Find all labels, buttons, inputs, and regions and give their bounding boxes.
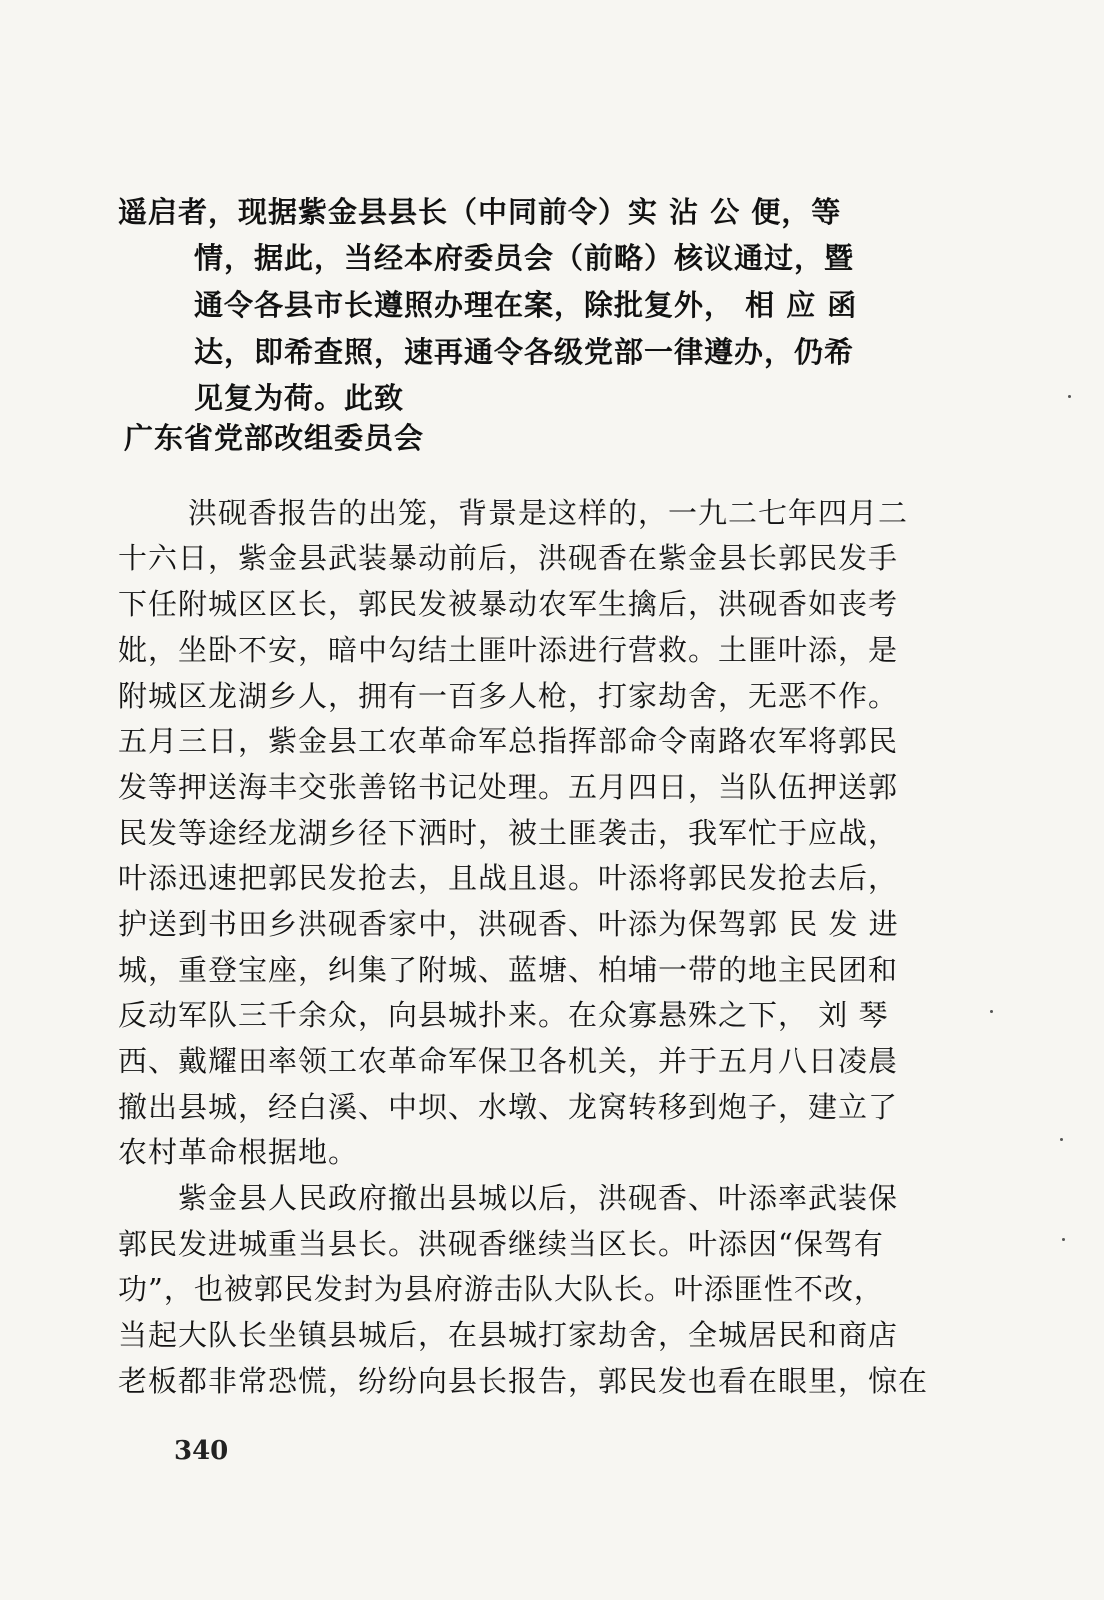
letter-line: 见复为荷。此致 [194,381,405,415]
body-line: 老板都非常恐慌，纷纷向县长报告，郭民发也看在眼里，惊在 [118,1364,929,1398]
body-line: 妣，坐卧不安，暗中勾结土匪叶添进行营救。土匪叶添，是 [118,633,899,667]
scan-speck [1060,1138,1063,1141]
body-line: 发等押送海丰交张善铭书记处理。五月四日，当队伍押送郭 [118,770,899,804]
letter-line: 情，据此，当经本府委员会（前略）核议通过，暨 [194,241,855,275]
body-line: 附城区龙湖乡人，拥有一百多人枪，打家劫舍，无恶不作。 [118,679,899,713]
body-line: 城，重登宝座，纠集了附城、蓝塘、柏埔一带的地主民团和 [118,953,899,987]
body-line: 当起大队长坐镇县城后，在县城打家劫舍，全城居民和商店 [118,1318,899,1352]
letter-line: 遥启者，现据紫金县县长（中同前令）实 沾 公 便，等 [118,195,842,229]
scan-speck [1068,395,1071,398]
body-line: 郭民发进城重当县长。洪砚香继续当区长。叶添因“保驾有 [118,1227,884,1261]
body-line: 民发等途经龙湖乡径下洒时，被土匪袭击，我军忙于应战， [118,816,899,850]
letter-line: 通令各县市长遵照办理在案，除批复外， 相 应 函 [194,288,858,322]
body-line: 下任附城区区长，郭民发被暴动农军生擒后，洪砚香如丧考 [118,587,899,621]
body-line: 西、戴耀田率领工农革命军保卫各机关，并于五月八日凌晨 [118,1044,899,1078]
scan-speck [1062,1238,1065,1241]
body-line: 护送到书田乡洪砚香家中，洪砚香、叶添为保驾郭 民 发 进 [118,907,899,941]
body-line: 叶添迅速把郭民发抢去，且战且退。叶添将郭民发抢去后， [118,861,899,895]
body-line: 功”，也被郭民发封为县府游击队大队长。叶添匪性不改， [118,1272,884,1306]
letter-line: 达，即希查照，速再通令各级党部一律遵办，仍希 [194,335,855,369]
body-line: 撤出县城，经白溪、中坝、水墩、龙窝转移到炮子，建立了 [118,1090,899,1124]
body-line: 反动军队三千余众，向县城扑来。在众寡悬殊之下， 刘 琴 [118,998,889,1032]
body-line: 紫金县人民政府撤出县城以后，洪砚香、叶添率武装保 [178,1181,899,1215]
letter-recipient: 广东省党部改组委员会 [124,421,425,455]
body-line: 农村革命根据地。 [118,1135,359,1169]
body-line: 五月三日，紫金县工农革命军总指挥部命令南路农军将郭民 [118,724,899,758]
scan-speck [990,1010,993,1013]
body-line: 洪砚香报告的出笼，背景是这样的，一九二七年四月二 [188,496,909,530]
page-number: 340 [174,1436,229,1466]
body-line: 十六日，紫金县武装暴动前后，洪砚香在紫金县长郭民发手 [118,541,899,575]
